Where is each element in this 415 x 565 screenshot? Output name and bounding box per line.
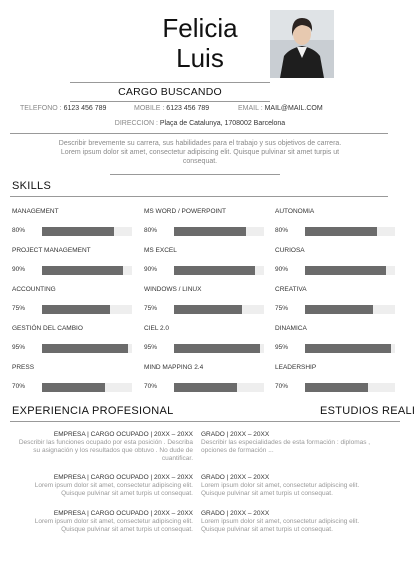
experience-title: EMPRESA | CARGO OCUPADO | 20XX – 20XX [53,431,193,438]
skill-label: CIEL 2.0 [144,325,170,332]
skill-percent: 95% [12,344,26,351]
experience-entry [18,474,193,498]
address-value: Plaça de Catalunya, 1708002 Barcelona [159,120,286,127]
experience-description: Lorem ipsum dolor sit amet, consectetur adipiscing elit. Quisque pulvinar sit amet turpis ut consequat. [34,482,193,497]
skill-label: GESTIÓN DEL CAMBIO [12,325,83,332]
skill-bar-track [42,305,132,314]
skill-bar-fill [305,383,368,392]
skill-label: DINAMICA [275,325,307,332]
skill-percent: 90% [275,266,289,273]
skill-label: AUTONOMIA [275,208,315,215]
skill-percent: 90% [144,266,158,273]
education-title: GRADO | 20XX – 20XX [201,510,270,517]
skill-percent: 75% [12,305,26,312]
email-value: MAIL@MAIL.COM [264,105,323,112]
skill-percent: 95% [275,344,289,351]
skill-bar-fill [174,266,255,275]
skill-bar-fill [305,305,373,314]
first-name: Felicia [162,13,238,43]
skill-bar-fill [174,344,260,353]
skill-bar-fill [42,305,110,314]
skill-bar-track [42,383,132,392]
experience-entry [18,431,193,463]
skill-bar-track [174,266,264,275]
education-description: Lorem ipsum dolor sit amet, consectetur adipiscing elit. Quisque pulvinar sit amet turpis ut consequat. [201,482,360,497]
skill-percent: 75% [275,305,289,312]
phone-label: TELEFONO : [20,105,62,112]
skill-percent: 90% [12,266,26,273]
skill-bar-track [305,266,395,275]
address-label: DIRECCION : [114,120,158,127]
experience-title: EMPRESA | CARGO OCUPADO | 20XX – 20XX [53,510,193,517]
skill-label: PROJECT MANAGEMENT [12,247,91,254]
skill-bar-fill [174,227,246,236]
skill-bar-fill [42,344,128,353]
skill-bar-fill [305,227,377,236]
skill-percent: 75% [144,305,158,312]
education-title: GRADO | 20XX – 20XX [201,431,270,438]
skill-label: MIND MAPPING 2.4 [144,364,204,371]
education-heading: ESTUDIOS REALI [320,405,415,417]
title-rule-bottom [70,101,270,102]
skill-bar-track [305,344,395,353]
skill-bar-fill [305,344,391,353]
skill-percent: 70% [275,383,289,390]
email-label: EMAIL : [238,105,263,112]
education-description: Lorem ipsum dolor sit amet, consectetur adipiscing elit. Quisque pulvinar sit amet turpis ut consequat. [201,518,360,533]
skill-bar-fill [174,383,237,392]
experience-description: Describir las funciones ocupado por esta posición . Describa su asignación y los resultados que obtuvo . No dude de cuantificar. [18,439,193,462]
mobile-value: 6123 456 789 [166,105,210,112]
education-entry [201,510,381,534]
skill-bar-track [305,227,395,236]
education-title: GRADO | 20XX – 20XX [201,474,270,481]
skill-bar-track [305,383,395,392]
skill-bar-track [42,344,132,353]
skill-bar-track [174,383,264,392]
education-entry [201,431,381,455]
skill-label: MS WORD / POWERPOINT [144,208,226,215]
career-summary: Describir brevemente su carrera, sus habilidades para el trabajo y sus objetivos de carrera. Lorem ipsum dolor sit amet, consectetur adipiscing elit. Quisque pulvinar sit amet turpis ut consequat. [58,140,342,165]
skills-heading: SKILLS [12,180,52,192]
skill-percent: 70% [12,383,26,390]
skill-bar-track [174,305,264,314]
last-name: Luis [176,43,224,73]
skill-label: MANAGEMENT [12,208,59,215]
skill-label: CREATIVA [275,286,307,293]
contact-email [238,105,323,112]
skill-label: WINDOWS / LINUX [144,286,202,293]
skill-label: MS EXCEL [144,247,177,254]
skill-percent: 80% [275,227,289,234]
experience-description: Lorem ipsum dolor sit amet, consectetur adipiscing elit. Quisque pulvinar sit amet turpis ut consequat. [34,518,193,533]
skill-percent: 95% [144,344,158,351]
header-divider [10,133,388,134]
skill-bar-track [174,344,264,353]
contact-phone [20,105,106,112]
skill-label: LEADERSHIP [275,364,317,371]
skill-bar-fill [305,266,386,275]
skill-bar-track [305,305,395,314]
skill-bar-fill [42,383,105,392]
mobile-label: MOBILE : [134,105,165,112]
skill-label: PRESS [12,364,35,371]
experience-heading: EXPERIENCIA PROFESIONAL [12,405,174,417]
contact-mobile [134,105,209,112]
education-description: Describir las especialidades de esta formación : diplomas , opciones de formación ... [201,439,371,454]
profile-photo-image [270,10,334,78]
skill-bar-fill [42,266,123,275]
skills-rule [10,196,388,197]
skill-bar-fill [42,227,114,236]
education-entry [201,474,381,498]
skill-bar-track [42,266,132,275]
contact-address [0,120,400,127]
skill-bar-track [174,227,264,236]
job-title: CARGO BUSCANDO [118,86,222,98]
title-rule-top [70,82,270,83]
summary-rule [110,174,280,175]
experience-rule [10,421,400,422]
skill-label: CURIOSA [275,247,305,254]
skill-bar-track [42,227,132,236]
skill-label: ACCOUNTING [12,286,56,293]
skill-bar-fill [174,305,242,314]
skill-percent: 70% [144,383,158,390]
phone-value: 6123 456 789 [63,105,107,112]
skill-percent: 80% [144,227,158,234]
experience-title: EMPRESA | CARGO OCUPADO | 20XX – 20XX [53,474,193,481]
experience-entry [18,510,193,534]
profile-photo [270,10,334,78]
skill-percent: 80% [12,227,26,234]
